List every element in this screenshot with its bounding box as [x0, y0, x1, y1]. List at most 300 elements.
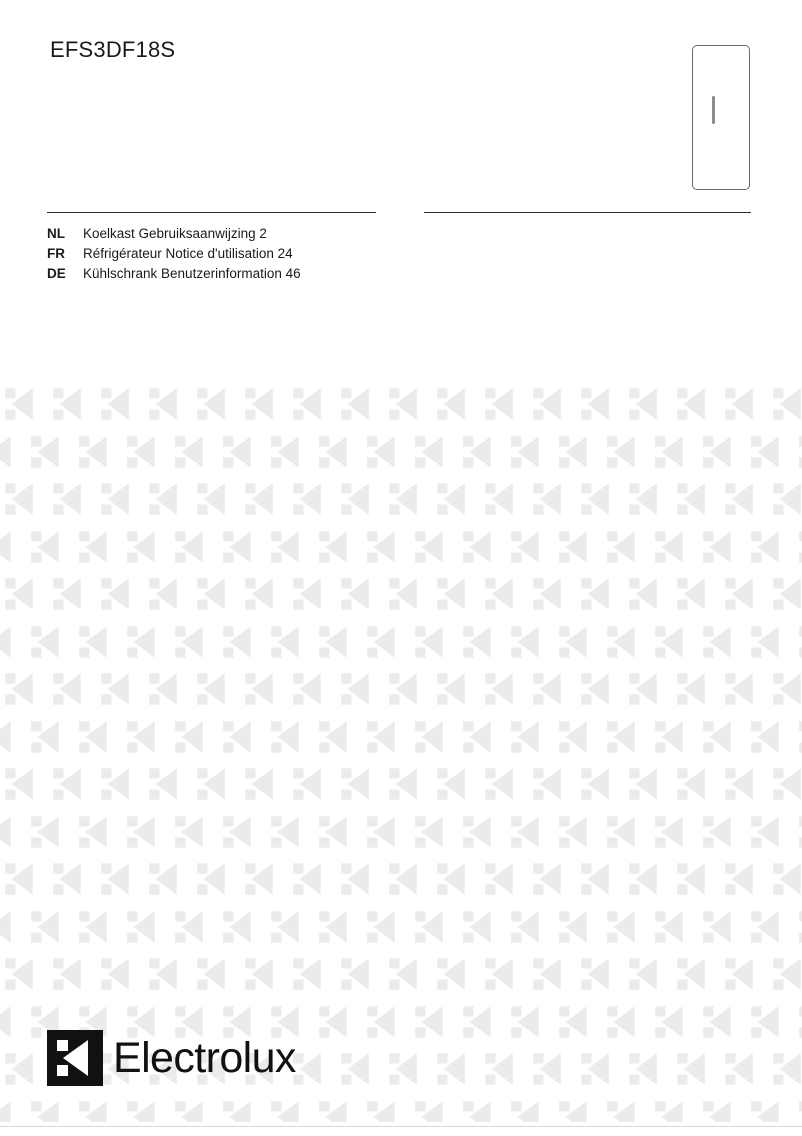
electrolux-watermark-icon — [698, 430, 743, 474]
electrolux-watermark-icon — [576, 382, 621, 426]
electrolux-watermark-icon — [122, 810, 167, 854]
electrolux-watermark-icon — [362, 430, 407, 474]
electrolux-watermark-icon — [288, 572, 333, 616]
electrolux-watermark-icon — [48, 762, 93, 806]
electrolux-watermark-icon — [48, 477, 93, 521]
electrolux-watermark-icon — [192, 762, 237, 806]
electrolux-watermark-icon — [480, 477, 525, 521]
electrolux-watermark-icon — [624, 1047, 669, 1091]
electrolux-watermark-icon — [506, 810, 551, 854]
electrolux-watermark-icon — [672, 952, 717, 996]
electrolux-watermark-icon — [96, 572, 141, 616]
electrolux-watermark-icon — [122, 1095, 167, 1123]
electrolux-watermark-icon — [288, 762, 333, 806]
language-title: Réfrigérateur Notice d'utilisation 24 — [83, 246, 293, 261]
electrolux-watermark-icon — [624, 857, 669, 901]
electrolux-watermark-icon — [602, 905, 647, 949]
electrolux-watermark-icon — [768, 1047, 802, 1091]
electrolux-watermark-icon — [0, 477, 45, 521]
divider-left — [47, 212, 376, 213]
electrolux-watermark-icon — [672, 667, 717, 711]
electrolux-watermark-icon — [288, 667, 333, 711]
electrolux-watermark-icon — [432, 1047, 477, 1091]
language-title: Koelkast Gebruiksaanwijzing 2 — [83, 226, 267, 241]
electrolux-watermark-icon — [554, 1000, 599, 1044]
electrolux-watermark-icon — [576, 857, 621, 901]
list-item — [47, 226, 467, 246]
language-code: DE — [47, 266, 66, 281]
electrolux-watermark-icon — [26, 620, 71, 664]
electrolux-watermark-icon — [554, 715, 599, 759]
electrolux-watermark-icon — [554, 525, 599, 569]
electrolux-watermark-icon — [0, 1000, 23, 1044]
electrolux-watermark-icon — [528, 762, 573, 806]
electrolux-watermark-icon — [122, 620, 167, 664]
electrolux-watermark-icon — [336, 952, 381, 996]
electrolux-watermark-icon — [720, 477, 765, 521]
electrolux-watermark-icon — [506, 1000, 551, 1044]
electrolux-watermark-icon — [432, 667, 477, 711]
electrolux-watermark-icon — [48, 857, 93, 901]
watermark-row — [0, 810, 802, 858]
electrolux-watermark-icon — [746, 1000, 791, 1044]
language-code: FR — [47, 246, 65, 261]
electrolux-watermark-icon — [218, 525, 263, 569]
electrolux-watermark-icon — [602, 1000, 647, 1044]
watermark-row — [0, 620, 802, 668]
electrolux-watermark-icon — [266, 430, 311, 474]
electrolux-watermark-icon — [768, 572, 802, 616]
electrolux-watermark-icon — [794, 905, 802, 949]
electrolux-watermark-icon — [144, 667, 189, 711]
electrolux-watermark-icon — [528, 952, 573, 996]
electrolux-watermark-icon — [384, 477, 429, 521]
electrolux-watermark-icon — [266, 620, 311, 664]
electrolux-watermark-icon — [650, 620, 695, 664]
electrolux-watermark-icon — [554, 620, 599, 664]
electrolux-watermark-icon — [74, 430, 119, 474]
electrolux-watermark-icon — [650, 430, 695, 474]
electrolux-watermark-icon — [74, 525, 119, 569]
electrolux-watermark-icon — [794, 525, 802, 569]
watermark-row — [0, 952, 802, 1000]
electrolux-watermark-icon — [26, 715, 71, 759]
watermark-row — [0, 477, 802, 525]
electrolux-watermark-icon — [746, 715, 791, 759]
electrolux-watermark-icon — [650, 715, 695, 759]
electrolux-watermark-icon — [506, 905, 551, 949]
electrolux-watermark-icon — [314, 525, 359, 569]
electrolux-watermark-icon — [384, 762, 429, 806]
electrolux-watermark-icon — [602, 525, 647, 569]
electrolux-watermark-icon — [624, 382, 669, 426]
electrolux-watermark-icon — [314, 715, 359, 759]
electrolux-watermark-icon — [288, 382, 333, 426]
electrolux-watermark-icon — [26, 1095, 71, 1123]
electrolux-watermark-icon — [266, 810, 311, 854]
electrolux-watermark-icon — [122, 715, 167, 759]
watermark-row — [0, 430, 802, 478]
electrolux-watermark-icon — [192, 477, 237, 521]
electrolux-watermark-icon — [48, 382, 93, 426]
electrolux-watermark-icon — [74, 620, 119, 664]
electrolux-watermark-icon — [240, 477, 285, 521]
electrolux-watermark-icon — [288, 952, 333, 996]
electrolux-watermark-icon — [650, 525, 695, 569]
electrolux-watermark-icon — [410, 525, 455, 569]
electrolux-watermark-icon — [794, 620, 802, 664]
electrolux-watermark-icon — [458, 620, 503, 664]
electrolux-watermark-icon — [240, 382, 285, 426]
electrolux-watermark-icon — [144, 572, 189, 616]
electrolux-watermark-icon — [554, 1095, 599, 1123]
electrolux-watermark-icon — [74, 810, 119, 854]
watermark-row — [0, 1095, 802, 1123]
electrolux-watermark-icon — [336, 477, 381, 521]
electrolux-watermark-icon — [432, 857, 477, 901]
electrolux-watermark-icon — [480, 857, 525, 901]
electrolux-watermark-icon — [384, 382, 429, 426]
electrolux-watermark-icon — [266, 525, 311, 569]
electrolux-watermark-icon — [768, 667, 802, 711]
electrolux-watermark-icon — [288, 477, 333, 521]
electrolux-watermark-icon — [314, 430, 359, 474]
electrolux-watermark-icon — [0, 430, 23, 474]
electrolux-watermark-icon — [26, 810, 71, 854]
electrolux-watermark-icon — [144, 382, 189, 426]
electrolux-watermark-icon — [720, 572, 765, 616]
electrolux-watermark-icon — [48, 572, 93, 616]
electrolux-watermark-icon — [650, 905, 695, 949]
electrolux-watermark-icon — [314, 620, 359, 664]
electrolux-watermark-icon — [336, 667, 381, 711]
electrolux-watermark-icon — [0, 620, 23, 664]
watermark-row — [0, 572, 802, 620]
electrolux-watermark-icon — [384, 952, 429, 996]
electrolux-watermark-icon — [506, 525, 551, 569]
electrolux-watermark-icon — [74, 1095, 119, 1123]
electrolux-watermark-icon — [74, 715, 119, 759]
electrolux-watermark-icon — [576, 572, 621, 616]
electrolux-watermark-icon — [410, 905, 455, 949]
electrolux-watermark-icon — [362, 810, 407, 854]
watermark-row — [0, 667, 802, 715]
watermark-row — [0, 762, 802, 810]
electrolux-watermark-icon — [432, 762, 477, 806]
electrolux-watermark-icon — [170, 525, 215, 569]
electrolux-watermark-icon — [144, 762, 189, 806]
electrolux-watermark-icon — [698, 525, 743, 569]
electrolux-watermark-icon — [240, 857, 285, 901]
electrolux-watermark-icon — [192, 857, 237, 901]
electrolux-watermark-icon — [288, 857, 333, 901]
electrolux-watermark-icon — [314, 1000, 359, 1044]
electrolux-watermark-icon — [314, 905, 359, 949]
electrolux-watermark-icon — [480, 762, 525, 806]
electrolux-watermark-icon — [624, 572, 669, 616]
electrolux-watermark-icon — [746, 1095, 791, 1123]
electrolux-watermark-icon — [624, 667, 669, 711]
refrigerator-illustration — [692, 45, 750, 190]
electrolux-watermark-icon — [576, 762, 621, 806]
electrolux-watermark-icon — [528, 667, 573, 711]
electrolux-watermark-icon — [96, 382, 141, 426]
electrolux-watermark-icon — [794, 715, 802, 759]
electrolux-watermark-icon — [362, 905, 407, 949]
electrolux-watermark-icon — [506, 1095, 551, 1123]
electrolux-watermark-icon — [794, 1095, 802, 1123]
electrolux-watermark-icon — [384, 667, 429, 711]
list-item — [47, 246, 467, 266]
electrolux-watermark-icon — [576, 952, 621, 996]
electrolux-watermark-icon — [576, 667, 621, 711]
electrolux-watermark-icon — [144, 952, 189, 996]
electrolux-watermark-icon — [672, 762, 717, 806]
electrolux-watermark-icon — [410, 1000, 455, 1044]
electrolux-watermark-icon — [240, 667, 285, 711]
brand-name: Electrolux — [113, 1033, 296, 1082]
electrolux-watermark-icon — [410, 715, 455, 759]
electrolux-watermark-icon — [672, 1047, 717, 1091]
electrolux-watermark-icon — [672, 572, 717, 616]
electrolux-watermark-icon — [720, 952, 765, 996]
electrolux-watermark-icon — [170, 810, 215, 854]
list-item — [47, 266, 467, 286]
electrolux-watermark-icon — [746, 620, 791, 664]
electrolux-watermark-icon — [458, 525, 503, 569]
electrolux-watermark-icon — [74, 905, 119, 949]
electrolux-watermark-icon — [698, 715, 743, 759]
electrolux-watermark-icon — [0, 1095, 23, 1123]
electrolux-watermark-icon — [528, 1047, 573, 1091]
electrolux-watermark-icon — [240, 572, 285, 616]
electrolux-watermark-icon — [432, 572, 477, 616]
electrolux-watermark-icon — [528, 382, 573, 426]
electrolux-watermark-icon — [96, 667, 141, 711]
electrolux-logo-icon — [47, 1030, 103, 1086]
electrolux-watermark-icon — [170, 1095, 215, 1123]
electrolux-watermark-icon — [794, 1000, 802, 1044]
electrolux-watermark-icon — [576, 477, 621, 521]
page-title: EFS3DF18S — [50, 37, 176, 62]
electrolux-watermark-icon — [170, 620, 215, 664]
electrolux-watermark-icon — [336, 382, 381, 426]
electrolux-watermark-icon — [266, 1095, 311, 1123]
electrolux-watermark-icon — [48, 952, 93, 996]
electrolux-watermark-icon — [528, 857, 573, 901]
electrolux-watermark-icon — [144, 477, 189, 521]
electrolux-watermark-icon — [458, 810, 503, 854]
electrolux-watermark-icon — [218, 905, 263, 949]
electrolux-watermark-icon — [122, 525, 167, 569]
electrolux-watermark-icon — [602, 430, 647, 474]
electrolux-watermark-icon — [602, 810, 647, 854]
electrolux-watermark-icon — [384, 572, 429, 616]
electrolux-watermark-icon — [650, 1095, 695, 1123]
electrolux-watermark-icon — [362, 715, 407, 759]
refrigerator-handle-icon — [712, 96, 715, 124]
electrolux-watermark-icon — [336, 857, 381, 901]
electrolux-watermark-icon — [410, 620, 455, 664]
electrolux-watermark-icon — [266, 715, 311, 759]
electrolux-watermark-icon — [650, 1000, 695, 1044]
electrolux-watermark-icon — [698, 905, 743, 949]
electrolux-watermark-icon — [240, 952, 285, 996]
electrolux-watermark-icon — [624, 477, 669, 521]
electrolux-watermark-icon — [336, 1047, 381, 1091]
electrolux-watermark-icon — [458, 715, 503, 759]
electrolux-watermark-icon — [698, 1000, 743, 1044]
electrolux-watermark-icon — [0, 667, 45, 711]
electrolux-watermark-icon — [26, 905, 71, 949]
electrolux-watermark-icon — [528, 477, 573, 521]
page-bottom-edge — [0, 1126, 802, 1136]
electrolux-watermark-icon — [602, 620, 647, 664]
electrolux-watermark-icon — [720, 762, 765, 806]
electrolux-watermark-icon — [192, 667, 237, 711]
electrolux-watermark-icon — [480, 382, 525, 426]
electrolux-watermark-icon — [170, 430, 215, 474]
electrolux-watermark-icon — [336, 572, 381, 616]
electrolux-watermark-icon — [0, 952, 45, 996]
electrolux-watermark-icon — [554, 430, 599, 474]
electrolux-watermark-icon — [362, 1095, 407, 1123]
electrolux-watermark-icon — [480, 952, 525, 996]
electrolux-watermark-icon — [0, 810, 23, 854]
language-title: Kühlschrank Benutzerinformation 46 — [83, 266, 301, 281]
electrolux-watermark-icon — [554, 810, 599, 854]
electrolux-watermark-icon — [122, 430, 167, 474]
divider-right — [424, 212, 751, 213]
electrolux-watermark-icon — [0, 715, 23, 759]
electrolux-watermark-icon — [0, 762, 45, 806]
electrolux-watermark-icon — [698, 810, 743, 854]
electrolux-watermark-icon — [506, 715, 551, 759]
electrolux-watermark-icon — [794, 810, 802, 854]
electrolux-watermark-icon — [768, 952, 802, 996]
electrolux-watermark-icon — [96, 857, 141, 901]
electrolux-watermark-icon — [170, 715, 215, 759]
electrolux-watermark-icon — [362, 1000, 407, 1044]
electrolux-watermark-icon — [698, 1095, 743, 1123]
electrolux-watermark-icon — [410, 810, 455, 854]
electrolux-watermark-icon — [746, 525, 791, 569]
brand-logo — [47, 1030, 296, 1086]
electrolux-watermark-icon — [720, 857, 765, 901]
electrolux-watermark-icon — [0, 572, 45, 616]
electrolux-watermark-icon — [698, 620, 743, 664]
electrolux-watermark-icon — [720, 382, 765, 426]
electrolux-watermark-icon — [0, 1047, 45, 1091]
electrolux-watermark-icon — [0, 382, 45, 426]
electrolux-watermark-icon — [480, 667, 525, 711]
electrolux-watermark-icon — [602, 715, 647, 759]
electrolux-watermark-icon — [0, 905, 23, 949]
electrolux-watermark-icon — [672, 477, 717, 521]
electrolux-watermark-icon — [96, 762, 141, 806]
electrolux-watermark-icon — [122, 905, 167, 949]
electrolux-watermark-icon — [506, 620, 551, 664]
electrolux-watermark-icon — [336, 762, 381, 806]
electrolux-watermark-icon — [266, 905, 311, 949]
electrolux-watermark-icon — [768, 857, 802, 901]
electrolux-watermark-icon — [602, 1095, 647, 1123]
electrolux-watermark-icon — [672, 857, 717, 901]
electrolux-watermark-icon — [192, 952, 237, 996]
electrolux-watermark-icon — [192, 382, 237, 426]
electrolux-watermark-icon — [192, 572, 237, 616]
electrolux-watermark-icon — [96, 952, 141, 996]
electrolux-watermark-icon — [720, 667, 765, 711]
electrolux-watermark-icon — [720, 1047, 765, 1091]
electrolux-watermark-icon — [480, 1047, 525, 1091]
electrolux-watermark-icon — [458, 1000, 503, 1044]
electrolux-watermark-icon — [218, 1095, 263, 1123]
electrolux-watermark-icon — [384, 1047, 429, 1091]
electrolux-watermark-icon — [576, 1047, 621, 1091]
electrolux-watermark-icon — [506, 430, 551, 474]
electrolux-watermark-icon — [794, 430, 802, 474]
electrolux-watermark-icon — [26, 525, 71, 569]
watermark-row — [0, 715, 802, 763]
electrolux-watermark-icon — [0, 525, 23, 569]
electrolux-watermark-icon — [218, 620, 263, 664]
watermark-row — [0, 905, 802, 953]
electrolux-watermark-icon — [96, 477, 141, 521]
electrolux-watermark-icon — [768, 477, 802, 521]
electrolux-watermark-icon — [144, 857, 189, 901]
language-list — [47, 226, 467, 286]
watermark-row — [0, 857, 802, 905]
background-watermark-pattern — [0, 382, 802, 1122]
electrolux-watermark-icon — [218, 715, 263, 759]
electrolux-watermark-icon — [0, 857, 45, 901]
electrolux-watermark-icon — [768, 762, 802, 806]
electrolux-watermark-icon — [650, 810, 695, 854]
electrolux-watermark-icon — [362, 525, 407, 569]
electrolux-watermark-icon — [458, 905, 503, 949]
electrolux-watermark-icon — [480, 572, 525, 616]
electrolux-watermark-icon — [314, 810, 359, 854]
electrolux-watermark-icon — [26, 430, 71, 474]
language-code: NL — [47, 226, 65, 241]
watermark-row — [0, 525, 802, 573]
electrolux-watermark-icon — [746, 905, 791, 949]
electrolux-watermark-icon — [458, 430, 503, 474]
electrolux-watermark-icon — [314, 1095, 359, 1123]
electrolux-watermark-icon — [240, 762, 285, 806]
electrolux-watermark-icon — [554, 905, 599, 949]
watermark-row — [0, 382, 802, 430]
electrolux-watermark-icon — [672, 382, 717, 426]
electrolux-watermark-icon — [528, 572, 573, 616]
electrolux-watermark-icon — [432, 477, 477, 521]
electrolux-watermark-icon — [218, 430, 263, 474]
electrolux-watermark-icon — [746, 810, 791, 854]
electrolux-watermark-icon — [624, 762, 669, 806]
electrolux-watermark-icon — [362, 620, 407, 664]
electrolux-watermark-icon — [170, 905, 215, 949]
electrolux-watermark-icon — [746, 430, 791, 474]
electrolux-watermark-icon — [432, 952, 477, 996]
electrolux-watermark-icon — [768, 382, 802, 426]
electrolux-watermark-icon — [410, 1095, 455, 1123]
electrolux-watermark-icon — [410, 430, 455, 474]
electrolux-watermark-icon — [218, 810, 263, 854]
electrolux-watermark-icon — [384, 857, 429, 901]
electrolux-watermark-icon — [624, 952, 669, 996]
electrolux-watermark-icon — [458, 1095, 503, 1123]
